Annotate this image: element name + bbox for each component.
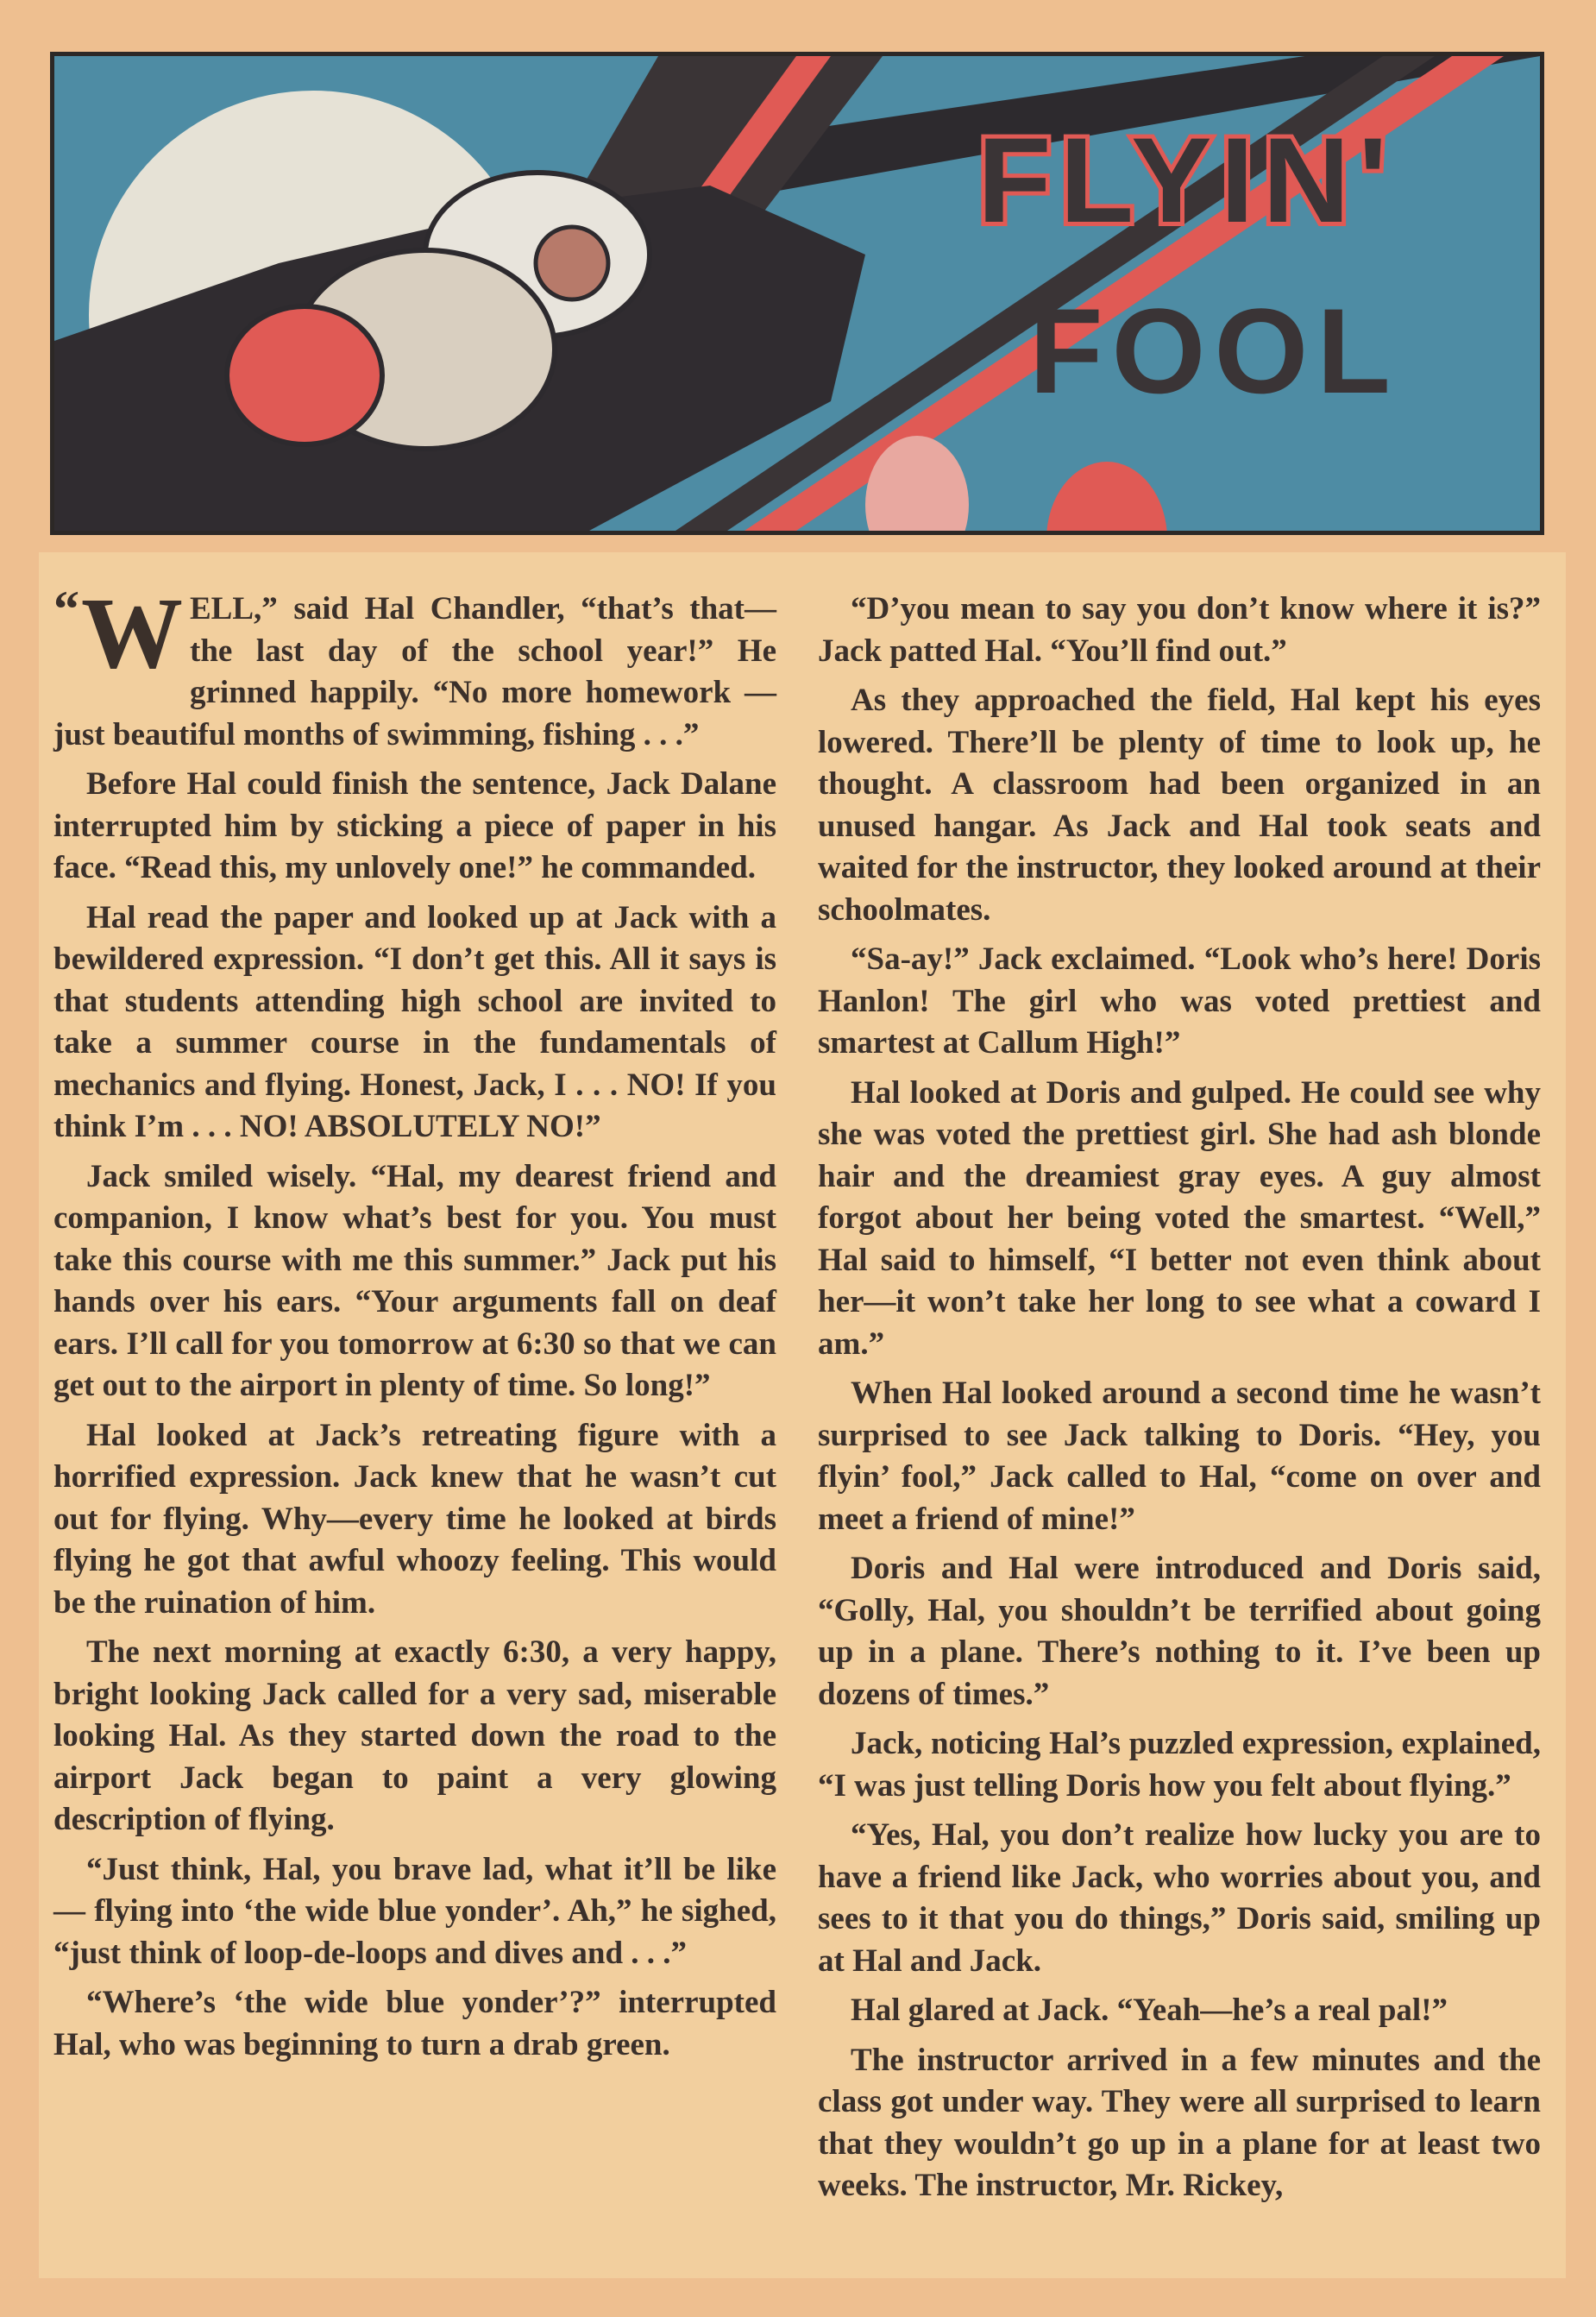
story-paragraph: Doris and Hal were introduced and Doris said, “Golly, Hal, you shouldn’t be terrified about going up in a plane. There’s nothing to it. I’ve been up dozens of times.” [818,1551,1541,1712]
story-paragraph: The instructor arrived in a few minutes and the class got under way. They were all surprised to learn that they wouldn’t go up in a plane for at least two weeks. The instructor, Mr. Rickey, [818,2042,1541,2203]
story-paragraph: Hal glared at Jack. “Yeah—he’s a real pal!” [851,1993,1448,2028]
airplane-illustration [54,56,1540,531]
story-paragraph: Jack, noticing Hal’s puzzled expression, explained, “I was just telling Doris how you felt about flying.” [818,1726,1541,1804]
pilot-head [536,227,608,299]
propeller-nose-cone [227,306,382,444]
story-paragraph: Hal read the paper and looked up at Jack with a bewildered expression. “I don’t get this. All it says is that students attending high school are invited to take a summer course in the fundamentals of mechanics and flying. Honest, Jack, I . . . NO! If you think I’m . . . NO! ABSOLUTELY NO!” [53,899,776,1144]
opening-quote: “ [53,581,79,638]
story-paragraph: “Just think, Hal, you brave lad, what it’ll be like — flying into ‘the wide blue yonder’. Ah,” he sighed, “just think of loop-de-loops and dives and . . .” [53,1851,776,1971]
story-right-column [818,589,1541,2215]
story-paragraph: Hal looked at Jack’s retreating figure with a horrified expression. Jack knew that he wasn’t cut out for flying. Why—every time he looked at birds flying he got that awful whoozy feeling. This would be the ruination of him. [53,1417,776,1621]
story-paragraph: Hal looked at Doris and gulped. He could see why she was voted the prettiest girl. She had ash blonde hair and the dreamiest gray eyes. A guy almost forgot about her being voted the smartest. “Well,” Hal said to himself, “I better not even think about her—it won’t take her long to see what a coward I am.” [818,1074,1541,1362]
story-paragraph: “Where’s ‘the wide blue yonder’?” interrupted Hal, who was beginning to turn a drab green. [53,1985,776,2062]
story-paragraph: “Yes, Hal, you don’t realize how lucky you are to have a friend like Jack, who worries about you, and sees to it that you do things,” Doris said, smiling up at Hal and Jack. [818,1817,1541,1979]
drop-cap [53,576,183,689]
story-paragraph: Jack smiled wisely. “Hal, my dearest friend and companion, I know what’s best for you. You must take this course with me this summer.” Jack put his hands over his ears. “Your arguments fall on deaf ears. I’ll call for you tomorrow at 6:30 so that we can get out to the airport in plenty of time. So long!” [53,1158,776,1403]
story-paragraph: As they approached the field, Hal kept his eyes lowered. There’ll be plenty of time to look up, he thought. A classroom had been organized in an unused hangar. As Jack and Hal took seats and waited for the instructor, they looked around at their schoolmates. [818,683,1541,928]
story-paragraph: When Hal looked around a second time he wasn’t surprised to see Jack talking to Doris. “Hey, you flyin’ fool,” Jack called to Hal, “come on over and meet a friend of mine!” [818,1376,1541,1537]
drop-cap-letter: W [81,576,183,689]
story-paragraph: Before Hal could finish the sentence, Jack Dalane interrupted him by sticking a piece of paper in his face. “Read this, my unlovely one!” he commanded. [53,766,776,885]
title-banner-illustration [50,52,1544,535]
story-paragraph: “D’you mean to say you don’t know where it is?” Jack patted Hal. “You’ll find out.” [818,591,1541,669]
story-left-column [53,576,776,2074]
story-paragraph [53,576,776,756]
title-line2: FOOL [1029,283,1399,419]
title-line1: FLYIN' [977,112,1396,248]
story-paragraph: “Sa-ay!” Jack exclaimed. “Look who’s here! Doris Hanlon! The girl who was voted prettiest and smartest at Callum High!” [818,941,1541,1061]
story-paragraph: The next morning at exactly 6:30, a very happy, bright looking Jack called for a very sad, miserable looking Hal. As they started down the road to the airport Jack began to paint a very glowing description of flying. [53,1634,776,1837]
paragraph-text: ELL,” said Hal Chandler, “that’s that—the last day of the school year!” He grinned happily. “No more homework — just beautiful months of swimming, fishing . . .” [53,591,776,752]
